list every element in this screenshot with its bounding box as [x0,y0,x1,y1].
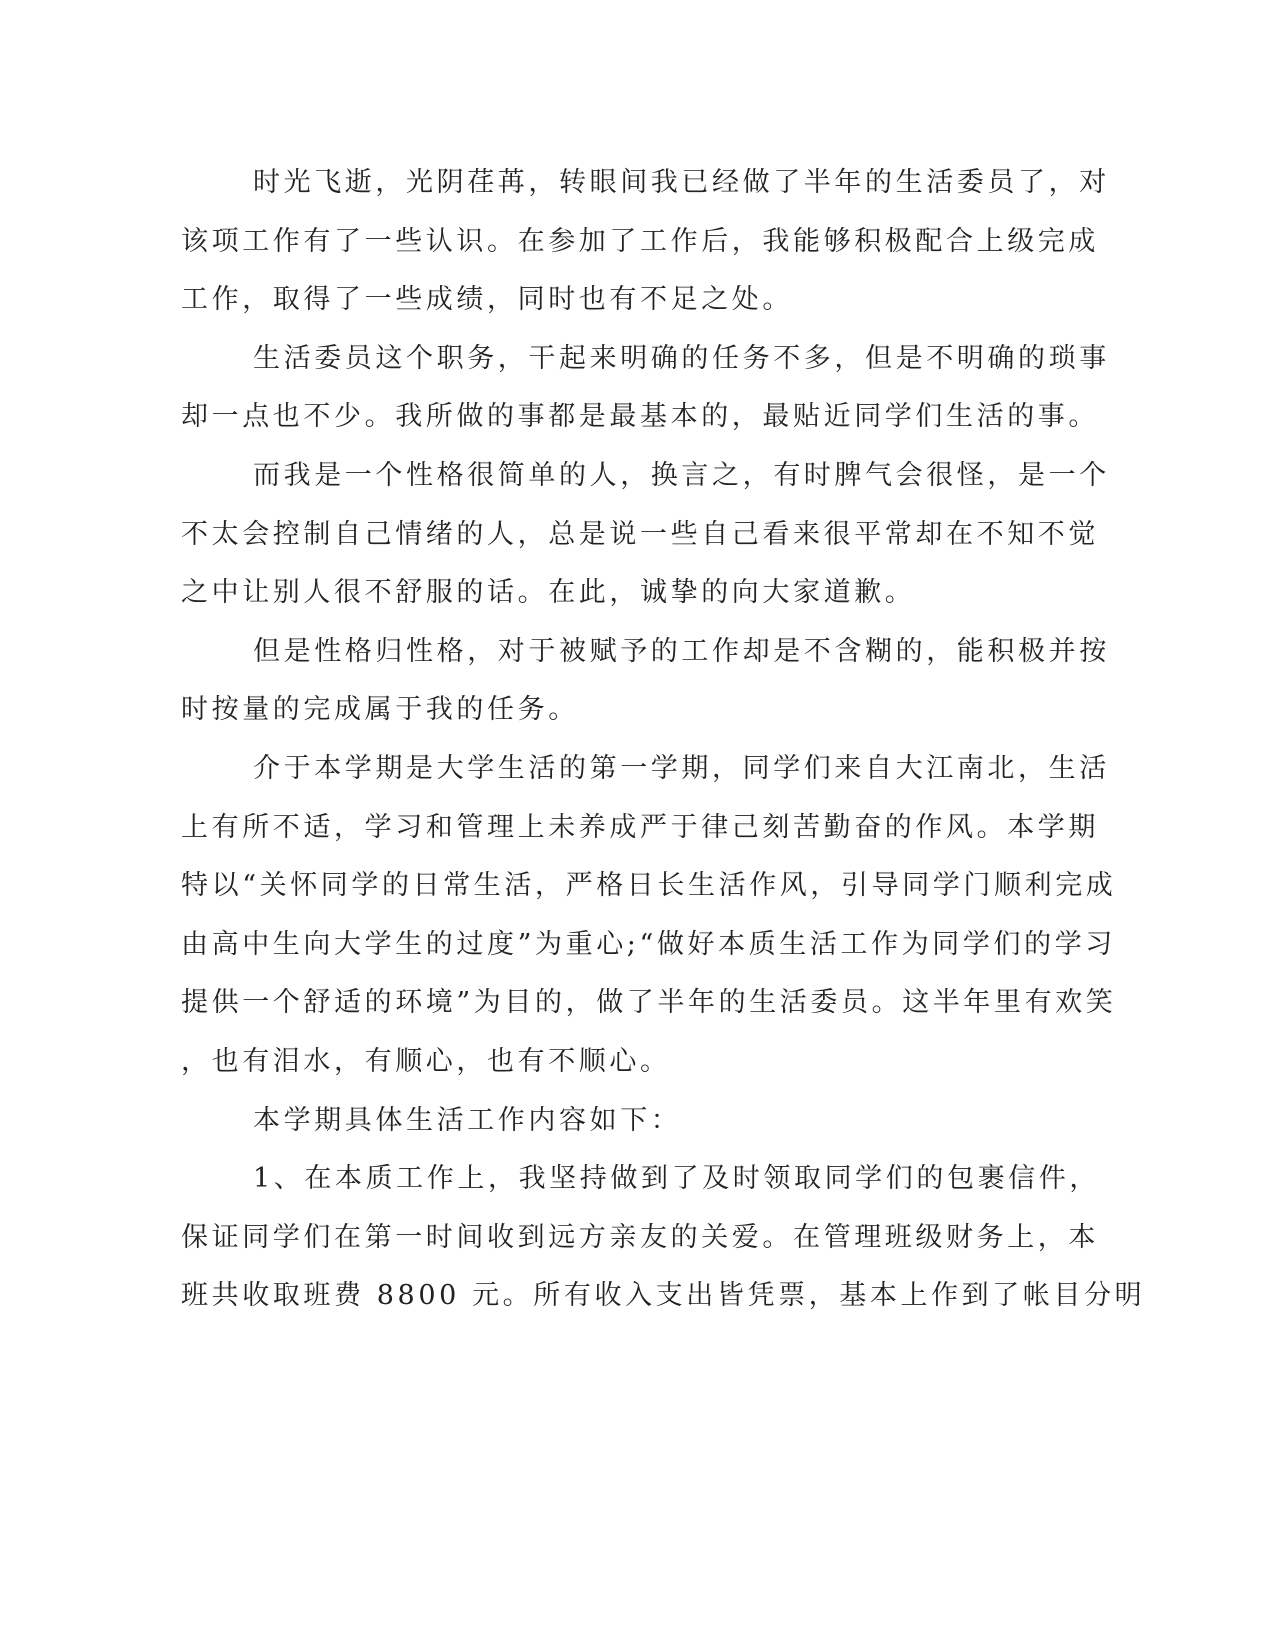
text-line: 之中让别人很不舒服的话。在此，诚挚的向大家道歉。 [181,577,916,609]
paragraph [181,330,1110,447]
text-line: 由高中生向大学生的过度”为重心;“做好本质生活工作为同学们的学习 [181,928,1116,960]
text-line: 保证同学们在第一时间收到远方亲友的关爱。在管理班级财务上，本 [181,1221,1099,1253]
text-line: 不太会控制自己情绪的人，总是说一些自己看来很平常却在不知不觉 [181,518,1099,550]
text-line: 上有所不适，学习和管理上未养成严于律己刻苦勤奋的作风。本学期 [181,811,1099,843]
text-line: 时按量的完成属于我的任务。 [181,694,579,726]
text-line: 1、在本质工作上，我坚持做到了及时领取同学们的包裹信件， [253,1163,1100,1195]
text-line: 却一点也不少。我所做的事都是最基本的，最贴近同学们生活的事。 [181,401,1099,433]
paragraph [181,1150,1146,1326]
paragraph [181,447,1110,623]
text-line: 班共收取班费 8800 元。所有收入支出皆凭票，基本上作到了帐目分明 [181,1280,1146,1312]
text-line: 工作，取得了一些成绩，同时也有不足之处。 [181,284,793,316]
text-line: 生活委员这个职务，干起来明确的任务不多，但是不明确的琐事 [253,342,1110,374]
text-line: ，也有泪水，有顺心，也有不顺心。 [181,1045,671,1077]
text-line: 介于本学期是大学生活的第一学期，同学们来自大江南北，生活 [253,752,1110,784]
text-line: 该项工作有了一些认识。在参加了工作后，我能够积极配合上级完成 [181,225,1099,257]
paragraph [181,154,1110,330]
paragraph [181,623,1110,740]
document-body [181,154,1146,1326]
text-line: 本学期具体生活工作内容如下： [253,1104,682,1136]
text-line: 而我是一个性格很简单的人，换言之，有时脾气会很怪，是一个 [253,459,1110,491]
text-line: 但是性格归性格，对于被赋予的工作却是不含糊的，能积极并按 [253,635,1110,667]
text-line: 特以“关怀同学的日常生活，严格日长生活作风，引导同学门顺利完成 [181,870,1117,902]
paragraph [181,1092,1041,1151]
paragraph [181,740,1117,1092]
text-line: 时光飞逝，光阴荏苒，转眼间我已经做了半年的生活委员了，对 [253,167,1110,198]
text-line: 提供一个舒适的环境”为目的，做了半年的生活委员。这半年里有欢笑 [181,987,1117,1019]
